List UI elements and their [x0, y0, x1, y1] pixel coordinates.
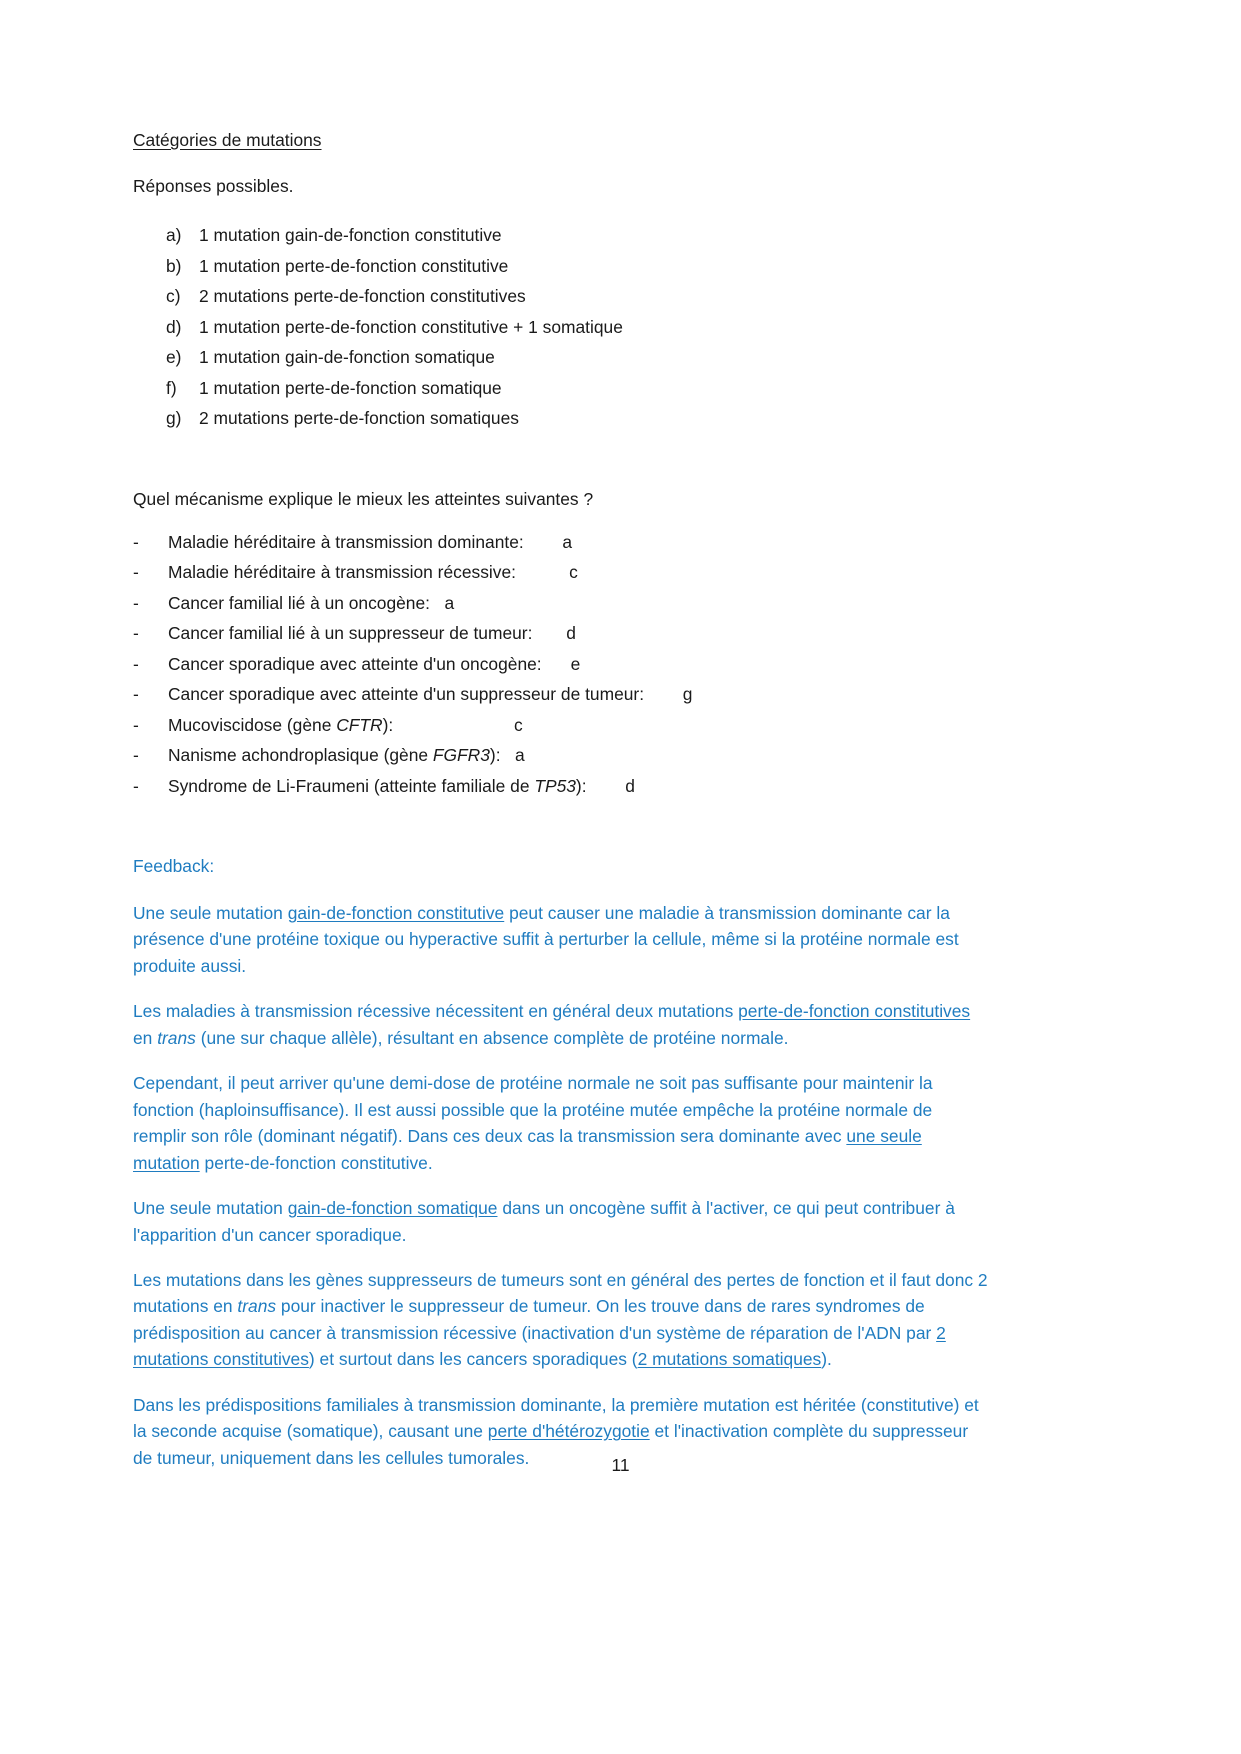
matching-item — [133, 623, 988, 644]
dash-marker: - — [133, 531, 139, 552]
feedback-emphasis-underline: une seule mutation — [133, 1126, 922, 1173]
feedback-text: (une sur chaque allèle), résultant en absence complète de protéine normale. — [195, 1027, 789, 1048]
answer-option-label: 1 mutation perte-de-fonction constitutive + 1 somatique — [199, 316, 623, 337]
matching-item-gap — [644, 684, 683, 704]
matching-item — [133, 776, 988, 797]
matching-item-answer: a — [515, 745, 525, 765]
matching-item — [133, 715, 988, 736]
matching-item-gap — [516, 562, 569, 582]
feedback-emphasis-italic: trans — [237, 1296, 277, 1317]
feedback-emphasis-italic: trans — [157, 1027, 196, 1048]
intro-text: Réponses possibles. — [133, 176, 294, 196]
page-number: 11 — [611, 1455, 630, 1475]
feedback-emphasis-underline: gain-de-fonction somatique — [287, 1198, 498, 1219]
matching-item-gap — [524, 532, 563, 552]
feedback-text: pour inactiver le suppresseur de tumeur. On les trouve dans de rares syndromes de prédisposition au cancer à transmission récessive (inactivation d'un système de réparation de l'ADN par — [133, 1296, 937, 1343]
dash-marker: - — [133, 592, 139, 613]
feedback-emphasis-underline: perte-de-fonction constitutives — [738, 1001, 971, 1022]
matching-item — [133, 532, 988, 553]
page-content — [133, 130, 988, 1471]
matching-item-label: Maladie héréditaire à transmission dominante: — [168, 531, 524, 552]
dash-marker: - — [133, 684, 139, 704]
dash-marker: - — [133, 653, 139, 674]
feedback-body — [133, 900, 988, 1471]
answer-option-item — [133, 317, 988, 338]
matching-item-answer: a — [562, 531, 573, 552]
dash-marker: - — [133, 623, 139, 643]
feedback-emphasis-underline: gain-de-fonction constitutive — [287, 903, 505, 923]
feedback-text: perte-de-fonction constitutive. — [199, 1152, 433, 1173]
matching-item-answer: c — [514, 714, 523, 735]
matching-item-answer: a — [444, 592, 455, 613]
matching-item-answer: c — [569, 562, 578, 582]
feedback-text: Dans les prédispositions familiales à transmission dominante, la première mutation est héritée (constitutive) et la seconde acquise (somatique), causant une — [133, 1394, 979, 1442]
answer-option-marker: d) — [166, 316, 182, 337]
answer-option-label: 1 mutation gain-de-fonction constitutive — [199, 225, 502, 245]
feedback-text: Cependant, il peut arriver qu'une demi-dose de protéine normale ne soit pas suffisante pour maintenir la fonction (haploinsuffisance). Il est aussi possible que la protéine mutée empêche la protéine normale de remplir son rôle (dominant négatif). Dans ces deux cas la transmission sera dominante avec — [133, 1073, 933, 1147]
answer-option-marker: b) — [166, 255, 182, 276]
answer-option-item — [133, 225, 988, 246]
answer-option-marker: e) — [166, 347, 182, 367]
answer-option-item — [133, 286, 988, 307]
section-heading: Catégories de mutations — [133, 130, 322, 150]
answer-option-marker: f) — [166, 377, 177, 398]
gene-name: TP53 — [534, 775, 576, 796]
matching-item-label: Cancer sporadique avec atteinte d'un oncogène: — [168, 653, 542, 674]
answer-option-item — [133, 378, 988, 399]
matching-item — [133, 745, 988, 766]
answer-option-label: 2 mutations perte-de-fonction constitutives — [199, 286, 526, 306]
answer-option-item — [133, 347, 988, 368]
feedback-emphasis-underline: perte d'hétérozygotie — [487, 1421, 650, 1442]
matching-item-label: Mucoviscidose (gène — [168, 714, 337, 735]
answer-option-item — [133, 408, 988, 429]
feedback-text: peut causer une maladie à transmission dominante car la présence d'une protéine toxique ou hyperactive suffit à perturber la cellule, même si la protéine normale est produite aussi. — [133, 903, 959, 976]
feedback-text: Les maladies à transmission récessive nécessitent en général deux mutations — [133, 1001, 739, 1022]
feedback-label: Feedback: — [133, 856, 215, 876]
matching-item — [133, 593, 988, 614]
answer-option-label: 2 mutations perte-de-fonction somatiques — [199, 408, 519, 428]
matching-item — [133, 562, 988, 583]
matching-item-label-suffix: ): — [489, 745, 501, 765]
matching-item-gap — [430, 593, 445, 613]
feedback-emphasis-underline: 2 mutations somatiques — [637, 1349, 822, 1370]
feedback-text: ) et surtout dans les cancers sporadiques ( — [308, 1349, 638, 1370]
feedback-paragraph — [133, 1267, 988, 1373]
spacer — [133, 806, 988, 856]
feedback-text: dans un oncogène suffit à l'activer, ce qui peut contribuer à l'apparition d'un cancer sporadique. — [133, 1198, 955, 1245]
matching-item-label: Cancer sporadique avec atteinte d'un suppresseur de tumeur: — [168, 684, 645, 704]
matching-item — [133, 684, 988, 705]
answer-option-label: 1 mutation perte-de-fonction somatique — [199, 377, 502, 398]
answer-options-list — [133, 225, 988, 429]
matching-item — [133, 654, 988, 675]
matching-item-label-suffix: ): — [575, 775, 587, 796]
answer-option-marker: a) — [166, 225, 182, 245]
matching-item-answer: d — [625, 775, 635, 796]
feedback-text: Une seule mutation — [133, 1198, 288, 1219]
feedback-text: ). — [821, 1349, 832, 1370]
answer-option-label: 1 mutation gain-de-fonction somatique — [199, 347, 495, 367]
matching-item-label: Nanisme achondroplasique (gène — [168, 745, 433, 765]
matching-item-label: Maladie héréditaire à transmission récessive: — [168, 562, 516, 582]
feedback-text: Une seule mutation — [133, 903, 288, 923]
matching-item-answer: g — [682, 684, 693, 704]
matching-item-gap — [542, 654, 571, 674]
matching-item-label-suffix: ): — [382, 714, 394, 735]
feedback-paragraph — [133, 998, 988, 1051]
dash-marker: - — [133, 775, 139, 796]
question-text: Quel mécanisme explique le mieux les atteintes suivantes ? — [133, 488, 594, 509]
dash-marker: - — [133, 745, 139, 765]
matching-item-label: Cancer familial lié à un suppresseur de tumeur: — [168, 623, 533, 643]
feedback-paragraph — [133, 900, 988, 979]
answer-option-marker: c) — [166, 286, 181, 306]
matching-item-gap — [532, 623, 566, 643]
feedback-paragraph — [133, 1070, 988, 1176]
answer-option-marker: g) — [166, 408, 182, 428]
answer-option-item — [133, 256, 988, 277]
spacer — [133, 439, 988, 489]
gene-name: CFTR — [336, 714, 383, 735]
matching-items-list — [133, 532, 988, 797]
dash-marker: - — [133, 562, 139, 582]
matching-item-gap — [587, 776, 626, 796]
matching-item-gap — [501, 745, 516, 765]
gene-name: FGFR3 — [432, 745, 490, 765]
feedback-text: et l'inactivation complète du suppresseur de tumeur, uniquement dans les cellules tumorales. — [133, 1421, 969, 1468]
matching-item-answer: d — [566, 623, 576, 643]
feedback-emphasis-underline: 2 mutations constitutives — [133, 1322, 946, 1370]
matching-item-gap — [393, 715, 514, 735]
matching-item-label: Cancer familial lié à un oncogène: — [168, 592, 430, 613]
matching-item-label: Syndrome de Li-Fraumeni (atteinte familiale de — [168, 775, 535, 796]
matching-item-answer: e — [570, 653, 581, 674]
dash-marker: - — [133, 714, 139, 735]
feedback-paragraph — [133, 1195, 988, 1248]
feedback-text: Les mutations dans les gènes suppresseurs de tumeurs sont en général des pertes de fonction et il faut donc 2 mutations en — [133, 1269, 988, 1317]
feedback-text: en — [133, 1027, 158, 1048]
answer-option-label: 1 mutation perte-de-fonction constitutive — [199, 255, 509, 276]
